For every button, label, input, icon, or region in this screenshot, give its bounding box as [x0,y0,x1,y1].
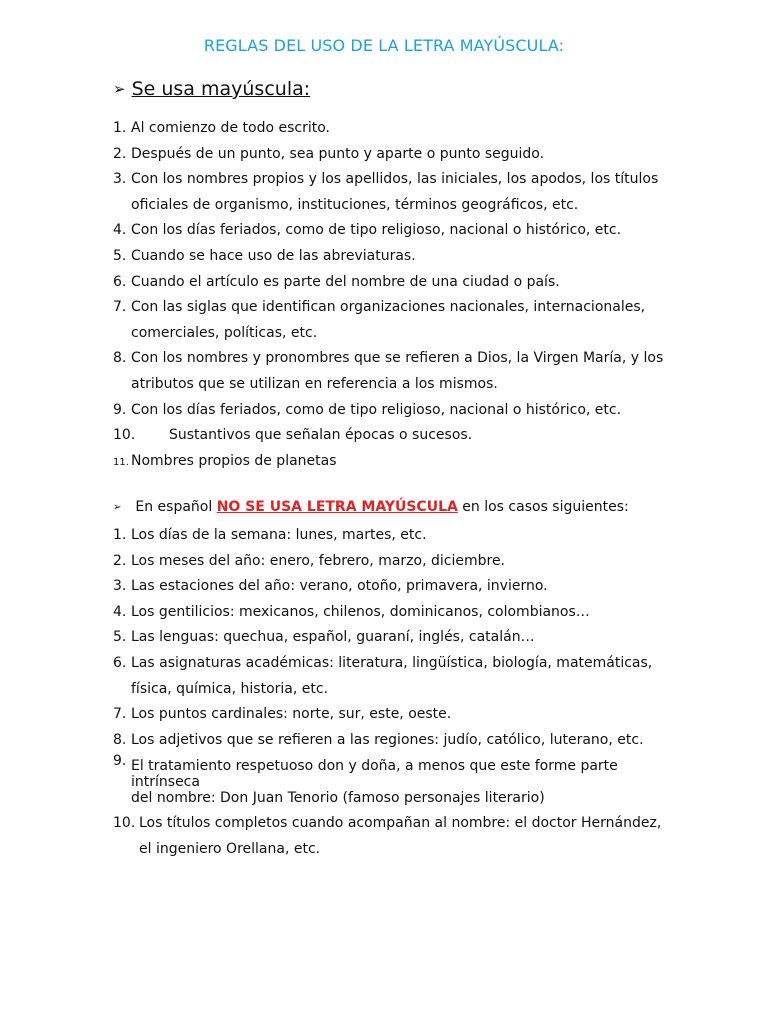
list-item: 5. Cuando se hace uso de las abreviaturas. [113,247,416,264]
list-item: 10. Sustantivos que señalan épocas o sucesos. [113,427,473,444]
no-uppercase-highlight: NO SE USA LETRA MAYÚSCULA [216,499,458,515]
list-item: 2. Los meses del año: enero, febrero, marzo, diciembre. [113,552,506,569]
list-item: 8. Los adjetivos que se refieren a las regiones: judío, católico, luterano, etc. [113,731,644,748]
document-title: REGLAS DEL USO DE LA LETRA MAYÚSCULA: [203,36,565,55]
list-item: 7. Con las siglas que identifican organizaciones nacionales, internacionales, comerciales, políticas, etc. [113,299,646,341]
list-item: 3. Con los nombres propios y los apellidos, las iniciales, los apodos, los títulos oficiales de organismo, instituciones, términos geográficos, etc. [113,171,659,213]
list-item: 5. Las lenguas: quechua, español, guaraní, inglés, catalán… [113,629,535,646]
lowercase-cases-list [113,523,673,863]
uppercase-rules-list [113,116,673,474]
list-item: 4. Con los días feriados, como de tipo religioso, nacional o histórico, etc. [113,222,622,239]
section2-intro: En español NO SE USA LETRA MAYÚSCULA en los casos siguientes: [135,499,629,515]
list-item: 4. Los gentilicios: mexicanos, chilenos, dominicanos, colombianos… [113,603,590,620]
list-item: 3. Las estaciones del año: verano, otoño, primavera, invierno. [113,578,548,595]
section2-heading [113,499,629,515]
arrowhead-icon: ➢ [113,501,122,513]
list-item: 10. Los títulos completos cuando acompañan al nombre: el doctor Hernández, el ingeniero Orellana, etc. [113,815,662,857]
list-item: 6. Cuando el artículo es parte del nombre de una ciudad o país. [113,273,560,290]
list-item: 1. Los días de la semana: lunes, martes, etc. [113,527,427,543]
list-item: 9. El tratamiento respetuoso don y doña, a menos que este forme parte intrínseca del nombre: Don Juan Tenorio (famoso personajes literario) [113,753,618,807]
list-item: 9. Con los días feriados, como de tipo religioso, nacional o histórico, etc. [113,401,622,418]
arrowhead-icon: ➢ [113,80,126,98]
list-item: 11. Nombres propios de planetas [113,452,337,469]
section1-heading [113,78,310,100]
list-item: 8. Con los nombres y pronombres que se refieren a Dios, la Virgen María, y los atributos que se utilizan en referencia a los mismos. [113,350,664,392]
list-item: 6. Las asignaturas académicas: literatura, lingüística, biología, matemáticas, física, química, historia, etc. [113,654,653,697]
list-item: 2. Después de un punto, sea punto y aparte o punto seguido. [113,145,545,162]
list-item: 1. Al comienzo de todo escrito. [113,120,330,136]
list-item: 7. Los puntos cardinales: norte, sur, este, oeste. [113,706,452,723]
section1-heading-label: Se usa mayúscula: [131,78,311,100]
